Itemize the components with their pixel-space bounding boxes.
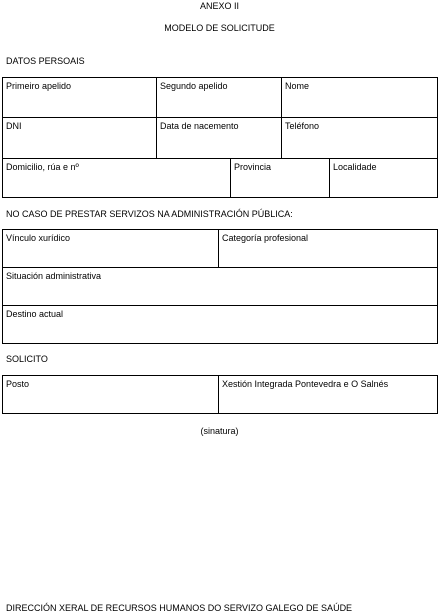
category-field[interactable]: [218, 229, 438, 267]
province-label: Provincia: [234, 162, 272, 172]
current-post-label: Destino actual: [6, 309, 64, 319]
footer-text: DIRECCIÓN XERAL DE RECURSOS HUMANOS DO SERVIZO GALEGO DE SAÚDE: [6, 603, 353, 613]
post-field[interactable]: [2, 375, 218, 414]
annex-label: ANEXO II: [199, 1, 239, 11]
birth-date-field[interactable]: [156, 117, 281, 158]
management-label: Xestión Integrada Pontevedra e O Salnés: [222, 379, 389, 389]
phone-label: Teléfono: [285, 121, 320, 131]
first-surname-label: Primeiro apelido: [6, 81, 72, 91]
request-heading: SOLICITO: [6, 354, 48, 364]
locality-label: Localidade: [333, 162, 377, 172]
second-surname-label: Segundo apelido: [160, 81, 228, 91]
category-label: Categoría profesional: [222, 233, 309, 243]
admin-status-label: Situación administrativa: [6, 271, 102, 281]
legal-link-label: Vínculo xurídico: [6, 233, 71, 243]
second-surname-field[interactable]: [156, 77, 281, 117]
first-surname-field[interactable]: [2, 77, 156, 117]
personal-data-heading: DATOS PERSOAIS: [6, 56, 85, 66]
post-label: Posto: [6, 379, 30, 389]
name-field[interactable]: [281, 77, 438, 117]
signature-label: (sinatura): [200, 426, 239, 436]
management-field: [218, 375, 438, 414]
province-field[interactable]: [230, 158, 329, 198]
admin-status-field[interactable]: [2, 267, 438, 305]
locality-field[interactable]: [329, 158, 438, 198]
name-label: Nome: [285, 81, 310, 91]
dni-field[interactable]: [2, 117, 156, 158]
public-service-heading: NO CASO DE PRESTAR SERVIZOS NA ADMINISTRACIÓN PÚBLICA:: [6, 209, 293, 219]
document-title: MODELO DE SOLICITUDE: [164, 23, 275, 33]
dni-label: DNI: [6, 121, 22, 131]
address-field[interactable]: [2, 158, 230, 198]
birth-date-label: Data de nacemento: [160, 121, 239, 131]
legal-link-field[interactable]: [2, 229, 218, 267]
current-post-field[interactable]: [2, 305, 438, 344]
phone-field[interactable]: [281, 117, 438, 158]
address-label: Domicilio, rúa e nº: [6, 162, 79, 172]
